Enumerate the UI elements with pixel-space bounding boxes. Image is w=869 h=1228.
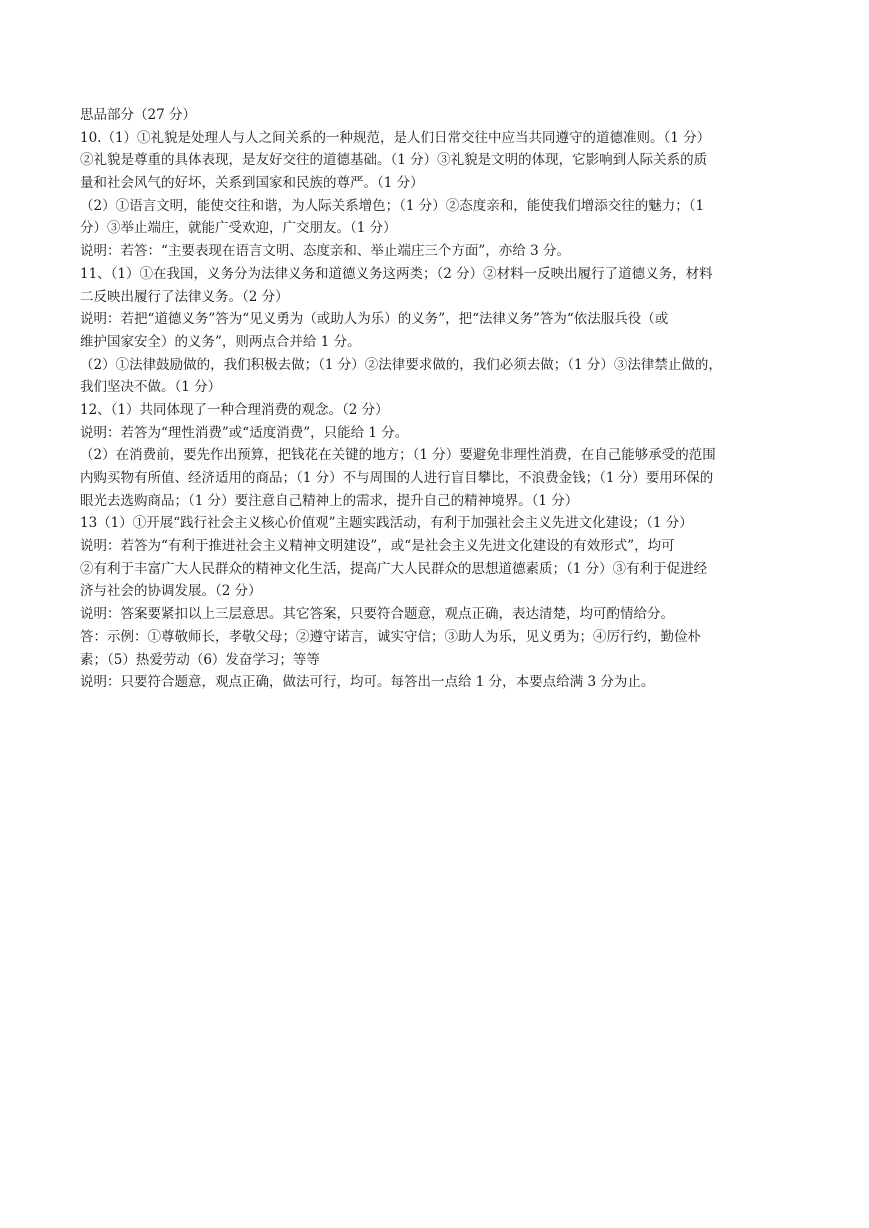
note-line: 说明：只要符合题意，观点正确，做法可行，均可。每答出一点给 1 分，本要点给满 3 分为止。 bbox=[80, 674, 655, 691]
note-line: 维护国家安全）的义务”，则两点合并给 1 分。 bbox=[80, 333, 361, 350]
answer-line: 11、（1）①在我国，义务分为法律义务和道德义务这两类；（2 分）②材料一反映出履行了道德义务，材料 bbox=[80, 265, 713, 282]
answer-line: （2）①语言文明，能使交往和谐，为人际关系增色；（1 分）②态度亲和，能使我们增添交往的魅力；（1 bbox=[80, 197, 705, 214]
note-line: 说明：若答：“主要表现在语言文明、态度亲和、举止端庄三个方面”，亦给 3 分。 bbox=[80, 243, 570, 260]
answer-line: 济与社会的协调发展。（2 分） bbox=[80, 583, 262, 600]
answer-line: 答：示例：①尊敬师长，孝敬父母；②遵守诺言，诚实守信；③助人为乐，见义勇为；④厉行约，勤俭朴 bbox=[80, 628, 701, 645]
answer-line: ②礼貌是尊重的具体表现，是友好交往的道德基础。（1 分）③礼貌是文明的体现，它影响到人际关系的质 bbox=[80, 152, 708, 169]
note-line: 说明：若答为“理性消费”或“适度消费”，只能给 1 分。 bbox=[80, 424, 409, 441]
answer-line: 量和社会风气的好坏，关系到国家和民族的尊严。（1 分） bbox=[80, 175, 424, 192]
answer-line: 二反映出履行了法律义务。（2 分） bbox=[80, 288, 289, 305]
note-line: 说明：若把“道德义务”答为“见义勇为（或助人为乐）的义务”，把“法律义务”答为“依法服兵役（或 bbox=[80, 311, 669, 328]
answer-line: （2）①法律鼓励做的，我们积极去做；（1 分）②法律要求做的，我们必须去做；（1 分）③法律禁止做的， bbox=[80, 356, 722, 373]
note-line: 说明：答案要紧扣以上三层意思。其它答案，只要符合题意，观点正确，表达清楚，均可酌情给分。 bbox=[80, 606, 674, 623]
answer-line: 13（1）①开展“践行社会主义核心价值观”主题实践活动，有利于加强社会主义先进文化建设；（1 分） bbox=[80, 515, 693, 532]
answer-line: 12、（1）共同体现了一种合理消费的观念。（2 分） bbox=[80, 401, 389, 418]
answer-line: （2）在消费前，要先作出预算，把钱花在关键的地方；（1 分）要避免非理性消费，在自己能够承受的范围 bbox=[80, 447, 716, 464]
answer-line: 内购买物有所值、经济适用的商品；（1 分）不与周围的人进行盲目攀比，不浪费金钱；（1 分）要用环保的 bbox=[80, 470, 714, 486]
answer-line: 眼光去选购商品；（1 分）要注意自己精神上的需求，提升自己的精神境界。（1 分） bbox=[80, 492, 579, 509]
answer-document bbox=[80, 104, 794, 694]
section-heading: 思品部分（27 分） bbox=[80, 107, 196, 123]
answer-line: 分）③举止端庄，就能广受欢迎，广交朋友。（1 分） bbox=[80, 220, 397, 237]
answer-line: 素；（5）热爱劳动（6）发奋学习；等等 bbox=[80, 651, 320, 668]
answer-line: 我们坚决不做。（1 分） bbox=[80, 379, 222, 396]
answer-line: ②有利于丰富广大人民群众的精神文化生活，提高广大人民群众的思想道德素质；（1 分）③有利于促进经 bbox=[80, 560, 708, 577]
note-line: 说明：若答为“有利于推进社会主义精神文明建设”，或“是社会主义先进文化建设的有效形式”，均可 bbox=[80, 538, 675, 555]
answer-line: 10.（1）①礼貌是处理人与人之间关系的一种规范，是人们日常交往中应当共同遵守的道德准则。（1 分） bbox=[80, 129, 711, 146]
